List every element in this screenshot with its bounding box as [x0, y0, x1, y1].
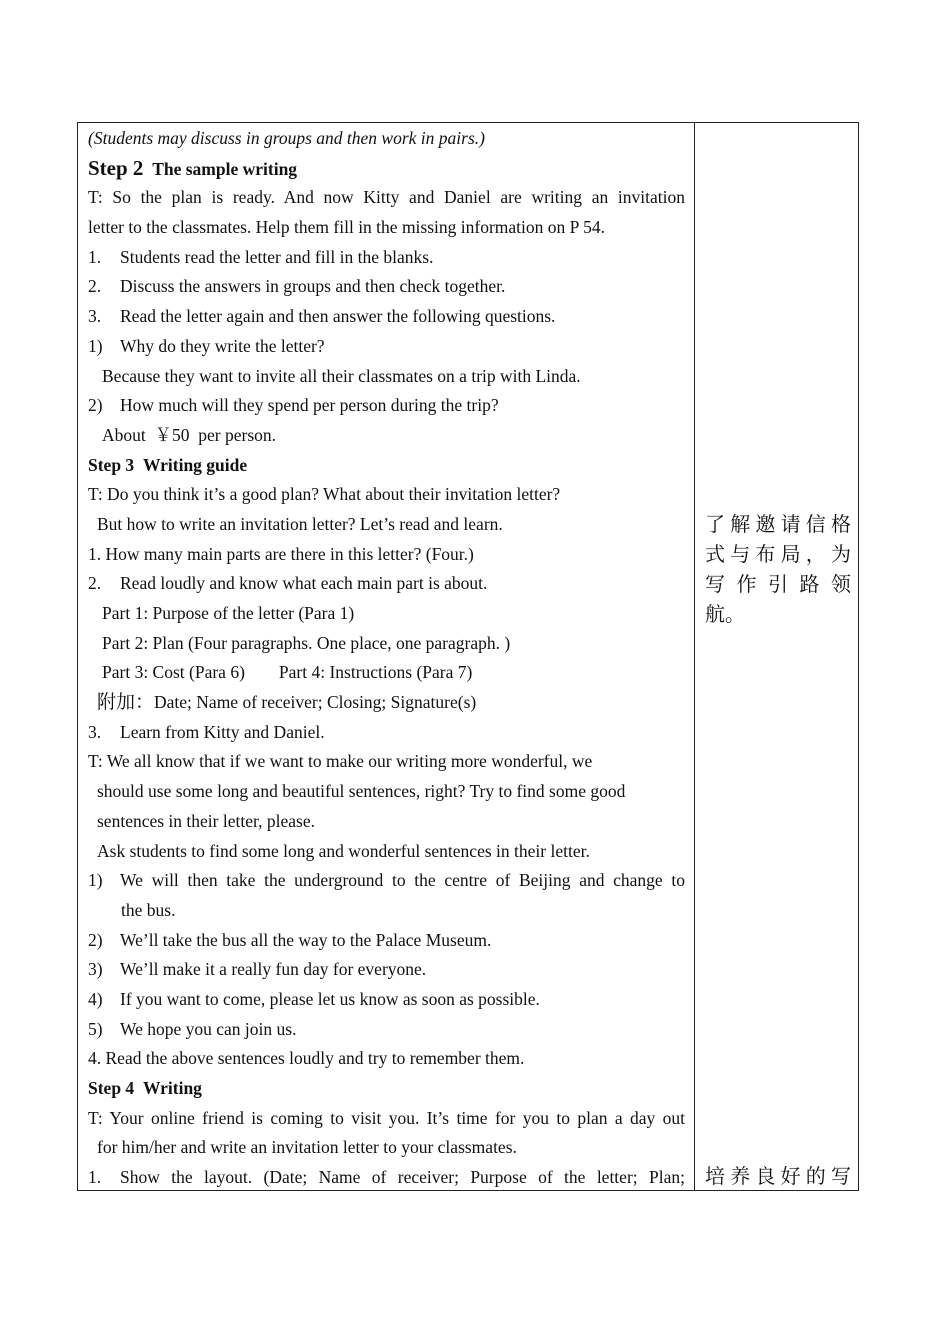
list-item: 3. Learn from Kitty and Daniel. — [88, 721, 325, 742]
teaching-procedure-column — [88, 124, 685, 1193]
paragraph-line: T: Do you think it’s a good plan? What about their invitation letter? — [88, 484, 561, 505]
list-item: 1) Why do they write the letter? — [88, 335, 325, 356]
part-line: 附加：Date; Name of receiver; Closing; Signature(s) — [97, 691, 477, 714]
paragraph-line: letter to the classmates. Help them fill in the missing information on P 54. — [88, 217, 605, 238]
list-item-continued: the bus. — [121, 899, 176, 920]
list-item: 1. Students read the letter and fill in the blanks. — [88, 246, 434, 267]
list-item: 4) If you want to come, please let us know as soon as possible. — [88, 988, 540, 1009]
paragraph-line: But how to write an invitation letter? Let’s read and learn. — [97, 513, 503, 534]
paragraph-line: Ask students to find some long and wonderful sentences in their letter. — [97, 840, 590, 861]
part-line: Part 1: Purpose of the letter (Para 1) — [102, 603, 355, 623]
note-line: 航。 — [705, 602, 745, 626]
lesson-plan-table — [77, 122, 859, 1191]
note-line: 培养良好的写 — [705, 1164, 851, 1188]
step-heading: Step 2 The sample writing — [88, 155, 298, 180]
list-item: 1. How many main parts are there in this letter? (Four.) — [88, 543, 474, 564]
answer-line: Because they want to invite all their classmates on a trip with Linda. — [102, 365, 581, 386]
list-item: 2. Read loudly and know what each main part is about. — [88, 573, 488, 594]
step-heading: Step 3 Writing guide — [88, 454, 248, 475]
part-line: Part 2: Plan (Four paragraphs. One place, one paragraph. ) — [102, 632, 511, 653]
list-item: 3) We’ll make it a really fun day for everyone. — [88, 959, 427, 980]
part-line: Part 3: Cost (Para 6) Part 4: Instructions (Para 7) — [102, 662, 473, 683]
paragraph-line: should use some long and beautiful sentences, right? Try to find some good — [97, 781, 626, 802]
answer-line: About ￥50 per person. — [102, 424, 277, 445]
list-item: 4. Read the above sentences loudly and try to remember them. — [88, 1048, 525, 1069]
paragraph-line: T: We all know that if we want to make our writing more wonderful, we — [88, 751, 593, 772]
paragraph-line: for him/her and write an invitation letter to your classmates. — [97, 1137, 517, 1158]
note-line: (Students may discuss in groups and then work in pairs.) — [88, 128, 485, 148]
list-item: 2) We’ll take the bus all the way to the Palace Museum. — [88, 929, 492, 950]
step-heading: Step 4 Writing — [88, 1078, 202, 1098]
note-line: 式与布局，为 — [705, 542, 851, 566]
list-item: 3. Read the letter again and then answer the following questions. — [88, 306, 556, 327]
design-intent-note — [705, 1161, 851, 1191]
paragraph-line: T: So the plan is ready. And now Kitty and Daniel are writing an invitation — [88, 187, 685, 208]
list-item: 2) How much will they spend per person during the trip? — [88, 395, 499, 416]
paragraph-line: sentences in their letter, please. — [97, 810, 315, 831]
note-line: 写 作 引 路 领 — [705, 572, 851, 596]
list-item: 1) We will then take the underground to the centre of Beijing and change to — [88, 870, 685, 891]
design-intent-note — [705, 509, 851, 629]
list-item: 5) We hope you can join us. — [88, 1018, 297, 1039]
note-line: 了解邀请信格 — [705, 512, 851, 536]
list-item: 2. Discuss the answers in groups and then check together. — [88, 276, 506, 297]
list-item: 1. Show the layout. (Date; Name of receiver; Purpose of the letter; Plan; — [88, 1167, 685, 1188]
paragraph-line: T: Your online friend is coming to visit you. It’s time for you to plan a day out — [88, 1107, 685, 1128]
column-divider — [694, 123, 695, 1190]
